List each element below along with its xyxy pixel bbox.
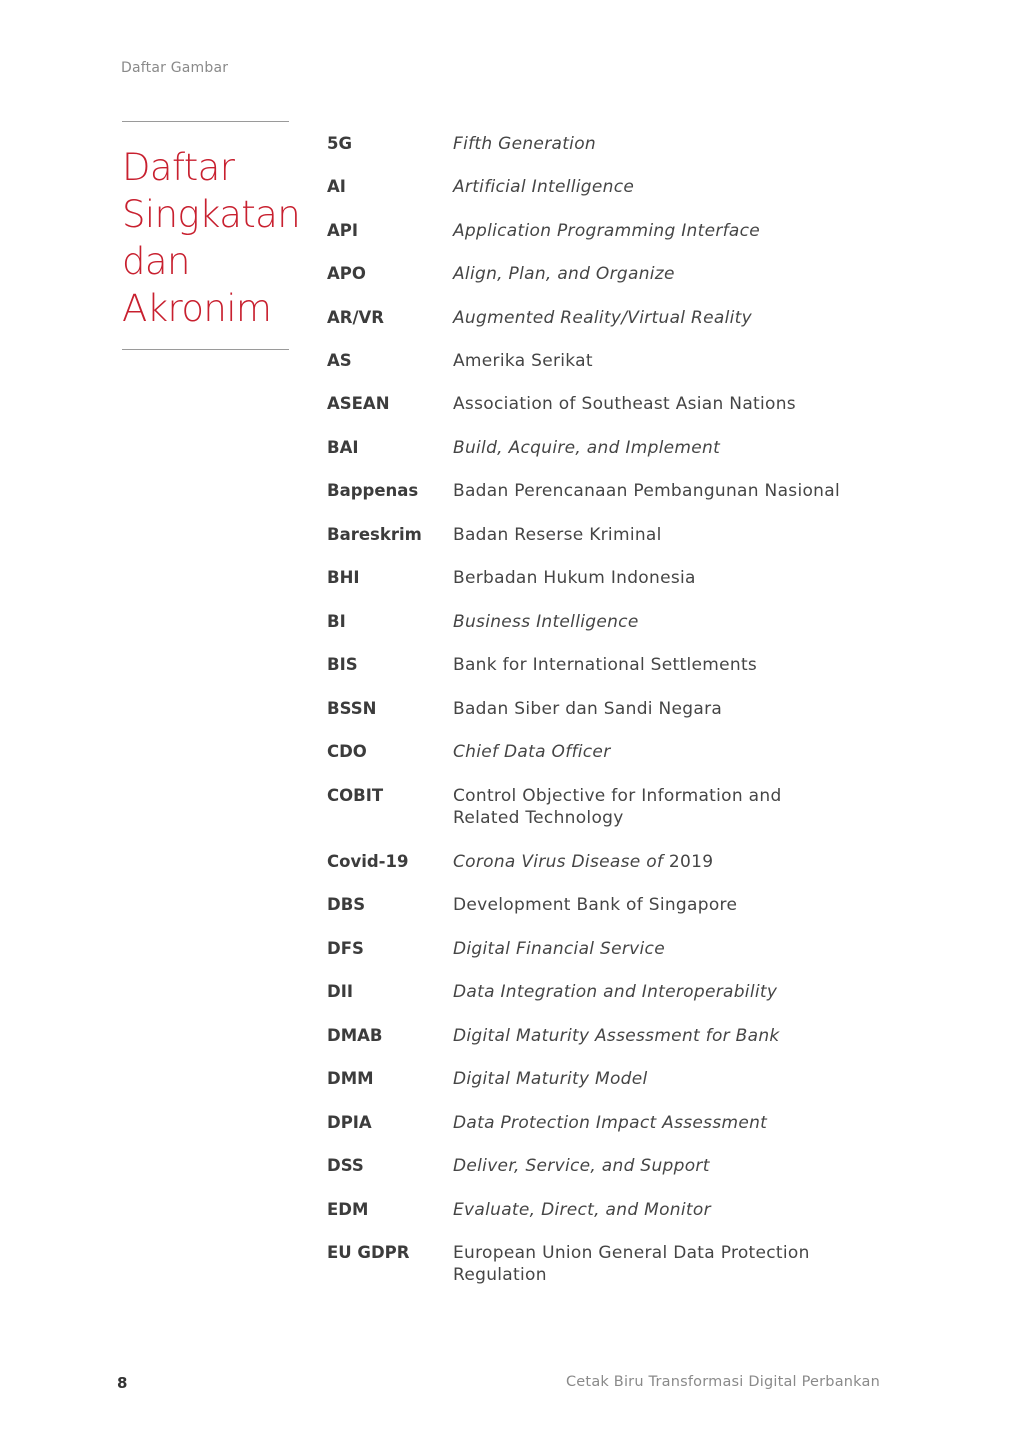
abbreviation-definition-text: Business Intelligence [453,612,639,632]
abbreviation-definition-text: Data Integration and Interoperability [453,982,778,1002]
abbreviation-term: EDM [327,1200,369,1219]
abbreviation-term: DII [327,982,353,1001]
abbreviation-definition [453,524,853,546]
abbreviation-definition-text: Corona Virus Disease of [453,852,664,872]
abbreviation-definition [453,654,853,676]
abbreviation-definition-text: Artificial Intelligence [453,177,635,197]
abbreviation-definition-text: Chief Data Officer [453,742,611,762]
abbreviation-definition [453,851,853,873]
abbreviation-term: BI [327,612,346,631]
abbreviation-term: AR/VR [327,308,384,327]
abbreviation-definition-text: Amerika Serikat [453,351,593,371]
abbreviation-definition-text: Build, Acquire, and Implement [453,438,721,458]
abbreviation-term: AI [327,177,346,196]
abbreviation-definition [453,938,853,960]
abbreviation-term: COBIT [327,786,384,805]
page-number: 8 [117,1374,128,1392]
abbreviation-definition-text: Evaluate, Direct, and Monitor [453,1200,711,1220]
abbreviation-definition-text: Application Programming Interface [453,221,761,241]
abbreviation-definition-text: Bank for International Settlements [453,655,758,675]
abbreviation-term: ASEAN [327,394,390,413]
abbreviation-definition [453,1068,853,1090]
abbreviation-term: CDO [327,742,367,761]
abbreviation-definition-text: Digital Maturity Assessment for Bank [453,1026,780,1046]
section-title-line: dan [122,240,190,283]
section-title-line: Singkatan [122,193,301,236]
running-header: Daftar Gambar [121,60,229,76]
abbreviation-definition-text: European Union General Data Protection Regulation [453,1243,810,1285]
abbreviation-definition [453,437,853,459]
abbreviation-definition-text: Badan Perencanaan Pembangunan Nasional [453,481,840,501]
abbreviation-term: DPIA [327,1113,372,1132]
abbreviation-definition-text: Fifth Generation [453,134,596,154]
abbreviation-definition-text: Development Bank of Singapore [453,895,738,915]
abbreviation-term: DFS [327,939,364,958]
abbreviation-definition-text: Badan Siber dan Sandi Negara [453,699,723,719]
abbreviation-definition [453,1155,853,1177]
abbreviation-definition-text: Control Objective for Information and Related Technology [453,786,782,828]
abbreviation-definition [453,307,853,329]
abbreviation-definition-text: Berbadan Hukum Indonesia [453,568,696,588]
abbreviation-term: DMM [327,1069,374,1088]
abbreviation-definition [453,1112,853,1134]
abbreviation-definition-text: Digital Maturity Model [453,1069,648,1089]
abbreviation-term: APO [327,264,366,283]
abbreviation-definition [453,698,853,720]
abbreviation-term: EU GDPR [327,1243,410,1262]
abbreviation-term: BAI [327,438,359,457]
abbreviation-definition-suffix: 2019 [663,852,714,872]
abbreviation-definition [453,133,853,155]
abbreviation-definition-text: Data Protection Impact Assessment [453,1113,768,1133]
abbreviation-definition [453,350,853,372]
abbreviation-definition-text: Augmented Reality/Virtual Reality [453,308,752,328]
section-title-line: Daftar [122,146,235,189]
abbreviation-definition [453,981,853,1003]
abbreviation-term: BSSN [327,699,377,718]
abbreviation-definition-text: Badan Reserse Kriminal [453,525,662,545]
abbreviation-definition [453,220,853,242]
abbreviation-term: Covid-19 [327,852,409,871]
abbreviation-definition [453,611,853,633]
abbreviation-term: AS [327,351,352,370]
abbreviation-definition [453,567,853,589]
abbreviation-definition [453,263,853,285]
abbreviation-definition-text: Association of Southeast Asian Nations [453,394,796,414]
abbreviation-definition-text: Deliver, Service, and Support [453,1156,710,1176]
abbreviation-term: Bappenas [327,481,419,500]
abbreviation-definition [453,894,853,916]
abbreviation-definition [453,741,853,763]
abbreviation-definition [453,785,853,829]
abbreviation-term: BHI [327,568,360,587]
abbreviation-term: DBS [327,895,366,914]
abbreviation-definition [453,480,853,502]
abbreviation-definition-text: Align, Plan, and Organize [453,264,675,284]
abbreviation-term: API [327,221,359,240]
abbreviation-definition [453,1199,853,1221]
abbreviation-term: DMAB [327,1026,383,1045]
section-title-block [122,121,301,350]
abbreviation-definition-text: Digital Financial Service [453,939,665,959]
abbreviation-definition [453,176,853,198]
running-footer: Cetak Biru Transformasi Digital Perbankan [565,1374,880,1390]
abbreviation-term: 5G [327,134,353,153]
abbreviation-definition [453,1242,853,1286]
abbreviation-term: BIS [327,655,358,674]
abbreviation-term: Bareskrim [327,525,422,544]
abbreviation-term: DSS [327,1156,364,1175]
abbreviation-definition [453,1025,853,1047]
abbreviation-definition [453,393,853,415]
section-title-line: Akronim [122,287,272,330]
